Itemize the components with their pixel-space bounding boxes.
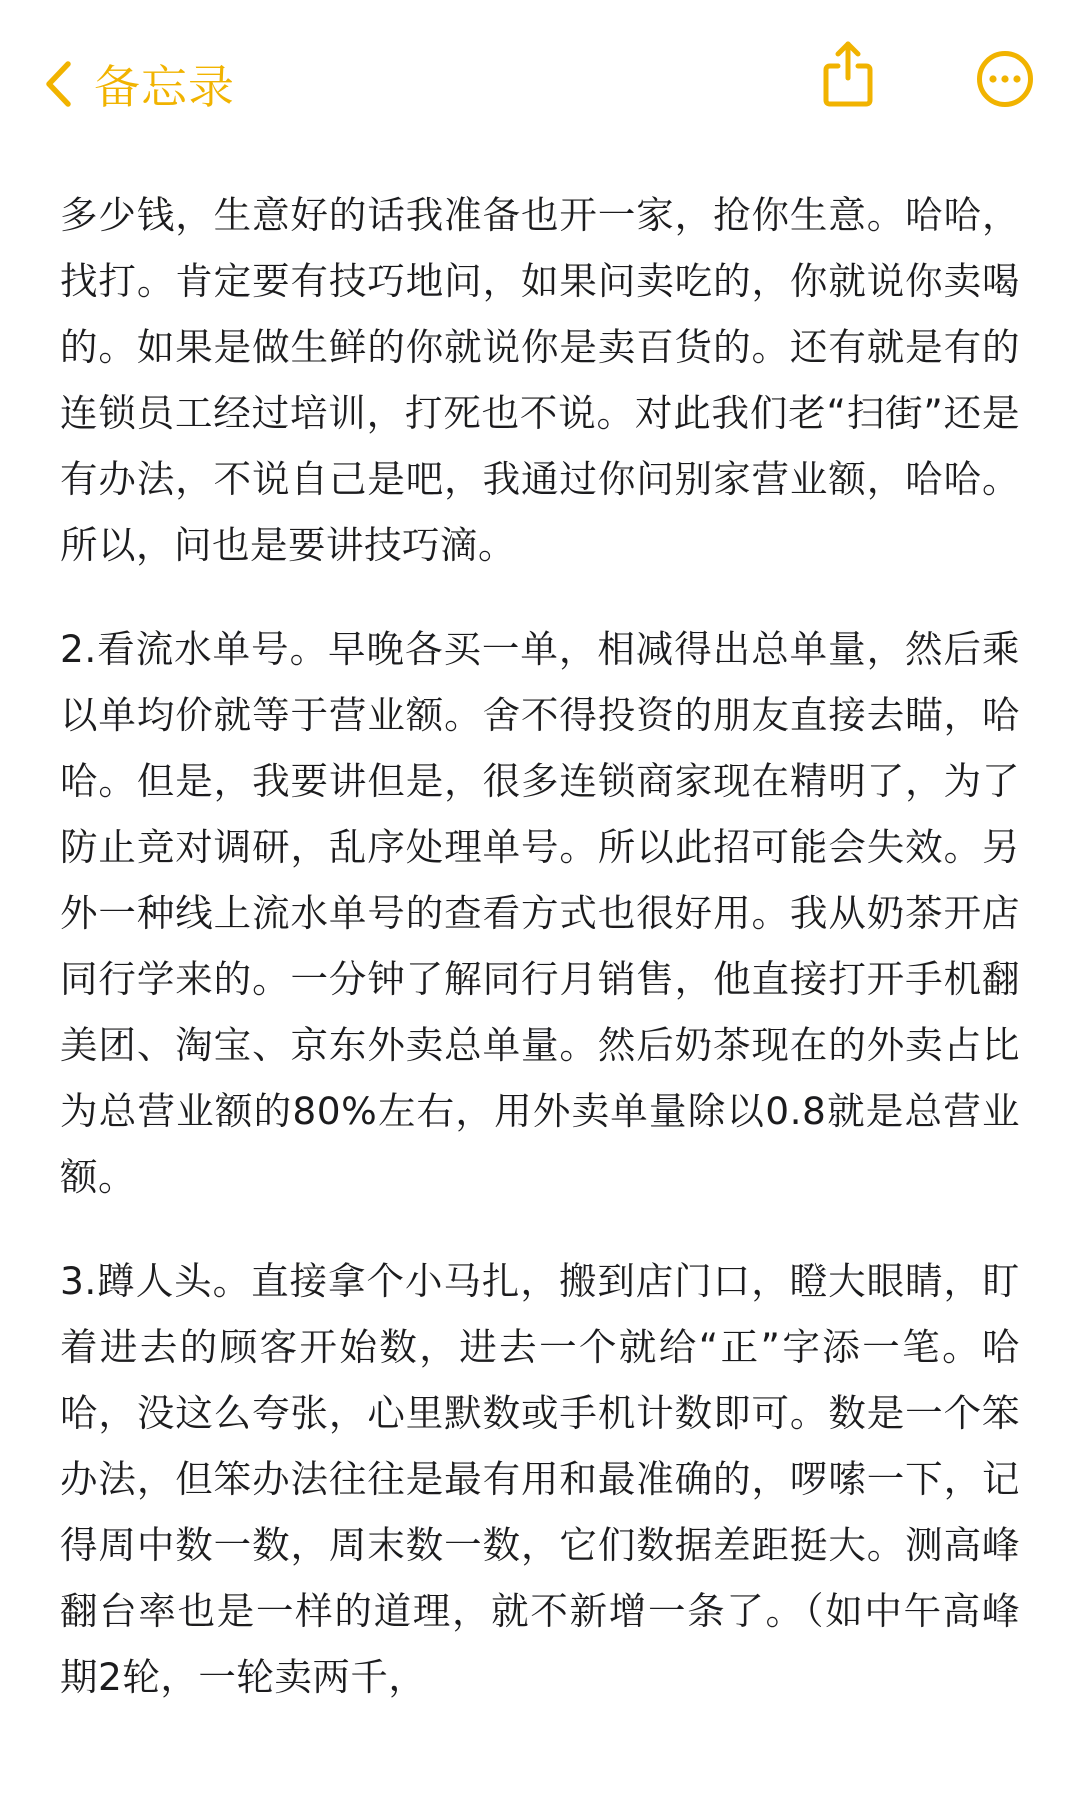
note-body[interactable]: [60, 182, 1020, 1748]
back-label: 备忘录: [94, 60, 235, 114]
more-icon: [976, 93, 1034, 112]
note-paragraph: 3.蹲人头。直接拿个小马扎，搬到店门口，瞪大眼睛，盯着进去的顾客开始数，进去一个就给“正”字添一笔。哈哈，没这么夸张，心里默数或手机计数即可。数是一个笨办法，但笨办法往往是最有用和最准确的，啰嗦一下，记得周中数一数，周末数一数，它们数据差距挺大。测高峰翻台率也是一样的道理，就不新增一条了。（如中午高峰期2轮，一轮卖两千，: [60, 1259, 1020, 1699]
more-button[interactable]: [976, 50, 1034, 112]
navigation-bar: [0, 0, 1080, 170]
note-paragraph: 2.看流水单号。早晚各买一单，相减得出总单量，然后乘以单均价就等于营业额。舍不得投资的朋友直接去瞄，哈哈。但是，我要讲但是，很多连锁商家现在精明了，为了防止竞对调研，乱序处理单号。所以此招可能会失效。另外一种线上流水单号的查看方式也很好用。我从奶茶开店同行学来的。一分钟了解同行月销售，他直接打开手机翻美团、淘宝、京东外卖总单量。然后奶茶现在的外卖占比为总营业额的80%左右，用外卖单量除以0.8就是总营业额。: [60, 627, 1020, 1199]
chevron-left-icon: [44, 60, 72, 108]
note-paragraph: 多少钱，生意好的话我准备也开一家，抢你生意。哈哈，找打。肯定要有技巧地问，如果问卖吃的，你就说你卖喝的。如果是做生鲜的你就说你是卖百货的。还有就是有的连锁员工经过培训，打死也不说。对此我们老“扫街”还是有办法，不说自己是吧，我通过你问别家营业额，哈哈。所以，问也是要讲技巧滴。: [60, 193, 1020, 567]
share-button[interactable]: [820, 40, 876, 114]
back-button[interactable]: [44, 52, 235, 116]
share-icon: [820, 95, 876, 114]
